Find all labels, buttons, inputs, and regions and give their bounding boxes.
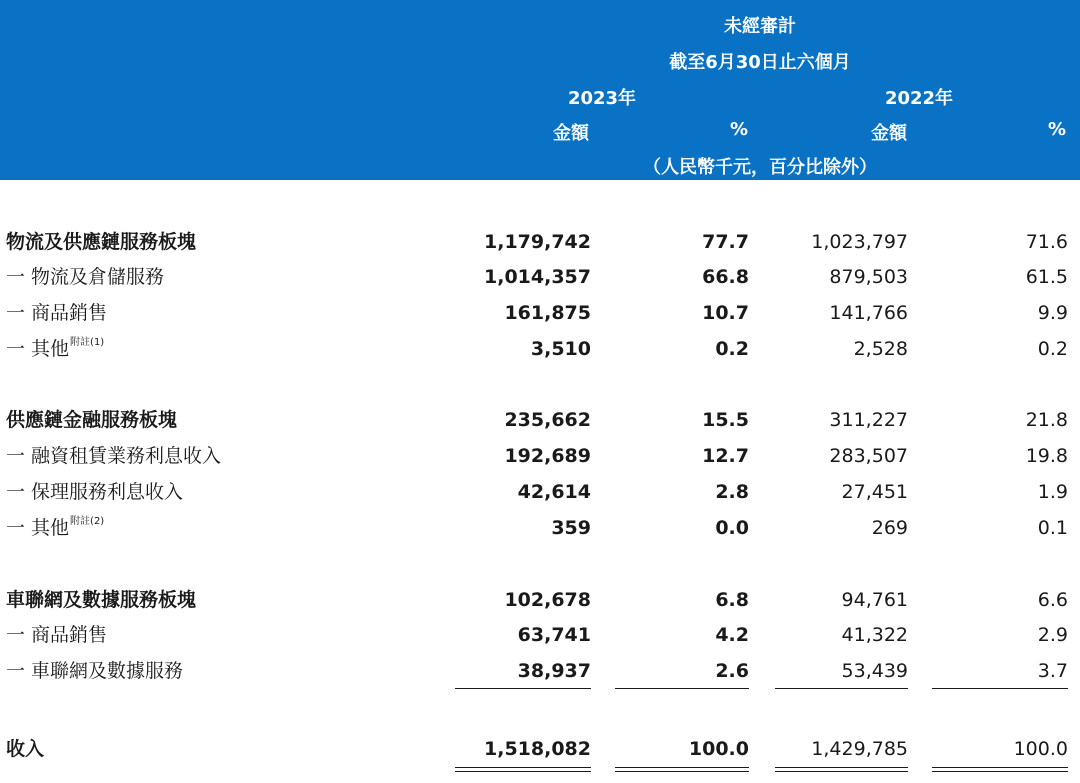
amount-2022-cell: 2,528 <box>853 338 908 360</box>
row-label-text: 一 其他 <box>6 517 70 539</box>
total-double-rule <box>932 767 1068 772</box>
amount-2022-cell: 41,322 <box>841 624 908 646</box>
percent-2022-cell: 6.6 <box>1037 589 1068 611</box>
row-label: 一 商品銷售 <box>6 624 108 646</box>
row-label <box>6 510 104 546</box>
percent-2022-cell: 21.8 <box>1025 409 1068 431</box>
percent-2023-cell: 0.0 <box>715 517 749 539</box>
row-label: 一 物流及倉儲服務 <box>6 266 165 288</box>
total-double-rule <box>455 767 591 772</box>
row-label: 供應鏈金融服務板塊 <box>6 409 178 431</box>
amount-2023-header: 金額 <box>553 123 589 144</box>
amount-2022-cell: 311,227 <box>829 409 908 431</box>
amount-2023-cell: 235,662 <box>504 409 591 431</box>
amount-2023-cell: 63,741 <box>517 624 591 646</box>
row-label: 一 車聯網及數據服務 <box>6 660 184 682</box>
amount-2022-header: 金額 <box>871 123 907 144</box>
table-row <box>0 331 1080 367</box>
table-header <box>0 0 1080 180</box>
amount-2022-cell: 53,439 <box>841 660 908 682</box>
table-row <box>0 295 1080 331</box>
percent-2022-cell: 19.8 <box>1025 445 1068 467</box>
percent-2023-cell: 66.8 <box>702 266 749 288</box>
amount-2022-cell: 879,503 <box>829 266 908 288</box>
percent-2023-cell: 0.2 <box>715 338 749 360</box>
percent-2022-cell: 3.7 <box>1037 660 1068 682</box>
percent-2023-cell: 2.6 <box>715 660 749 682</box>
percent-2022-header: % <box>1047 119 1066 140</box>
subtotal-rule <box>775 688 908 689</box>
amount-2023-cell: 1,518,082 <box>484 738 591 760</box>
table-row <box>0 402 1080 438</box>
amount-2023-cell: 42,614 <box>517 481 591 503</box>
table-row <box>0 474 1080 510</box>
amount-2023-cell: 161,875 <box>504 302 591 324</box>
percent-2023-cell: 6.8 <box>715 589 749 611</box>
table-row <box>0 582 1080 618</box>
percent-2023-cell: 77.7 <box>702 231 749 253</box>
table-row <box>0 224 1080 260</box>
percent-2022-cell: 1.9 <box>1037 481 1068 503</box>
row-label: 一 商品銷售 <box>6 302 108 324</box>
amount-2022-cell: 94,761 <box>841 589 908 611</box>
percent-2022-cell: 61.5 <box>1025 266 1068 288</box>
footnote-ref: 附註(1) <box>70 337 105 348</box>
year-2023-label: 2023年 <box>567 88 637 109</box>
percent-2022-cell: 9.9 <box>1037 302 1068 324</box>
percent-2023-cell: 100.0 <box>688 738 749 760</box>
percent-2023-cell: 2.8 <box>715 481 749 503</box>
amount-2023-cell: 38,937 <box>517 660 591 682</box>
amount-2023-cell: 359 <box>551 517 591 539</box>
row-label <box>6 331 104 367</box>
amount-2022-cell: 283,507 <box>829 445 908 467</box>
amount-2022-cell: 27,451 <box>841 481 908 503</box>
subtotal-rule <box>455 688 591 689</box>
percent-2023-cell: 4.2 <box>715 624 749 646</box>
table-row <box>0 653 1080 689</box>
amount-2023-cell: 102,678 <box>504 589 591 611</box>
amount-2022-cell: 1,429,785 <box>811 738 908 760</box>
percent-2023-cell: 12.7 <box>702 445 749 467</box>
audit-status: 未經審計 <box>724 16 796 37</box>
percent-2023-header: % <box>729 119 748 140</box>
amount-2022-cell: 269 <box>871 517 908 539</box>
amount-2023-cell: 3,510 <box>530 338 591 360</box>
amount-2022-cell: 141,766 <box>829 302 908 324</box>
percent-2022-cell: 0.1 <box>1037 517 1068 539</box>
amount-2023-cell: 1,179,742 <box>484 231 591 253</box>
table-row <box>0 510 1080 546</box>
table-row <box>0 617 1080 653</box>
table-row <box>0 438 1080 474</box>
subtotal-rule <box>615 688 749 689</box>
row-label: 物流及供應鏈服務板塊 <box>6 231 197 253</box>
subtotal-rule <box>932 688 1068 689</box>
percent-2023-cell: 10.7 <box>702 302 749 324</box>
row-label-text: 一 其他 <box>6 338 70 360</box>
unit-note: （人民幣千元，百分比除外） <box>643 157 877 178</box>
percent-2023-cell: 15.5 <box>702 409 749 431</box>
year-2022-label: 2022年 <box>884 88 954 109</box>
percent-2022-cell: 100.0 <box>1013 738 1068 760</box>
percent-2022-cell: 2.9 <box>1037 624 1068 646</box>
total-double-rule <box>615 767 749 772</box>
amount-2023-cell: 1,014,357 <box>484 266 591 288</box>
amount-2022-cell: 1,023,797 <box>811 231 908 253</box>
percent-2022-cell: 71.6 <box>1025 231 1068 253</box>
amount-2023-cell: 192,689 <box>504 445 591 467</box>
percent-2022-cell: 0.2 <box>1037 338 1068 360</box>
period-label: 截至6月30日止六個月 <box>669 52 851 73</box>
total-double-rule <box>775 767 908 772</box>
total-row <box>0 731 1080 767</box>
row-label: 車聯網及數據服務板塊 <box>6 589 197 611</box>
row-label: 一 保理服務利息收入 <box>6 481 184 503</box>
table-row <box>0 259 1080 295</box>
row-label: 收入 <box>6 738 45 760</box>
row-label: 一 融資租賃業務利息收入 <box>6 445 222 467</box>
footnote-ref: 附註(2) <box>70 516 105 527</box>
